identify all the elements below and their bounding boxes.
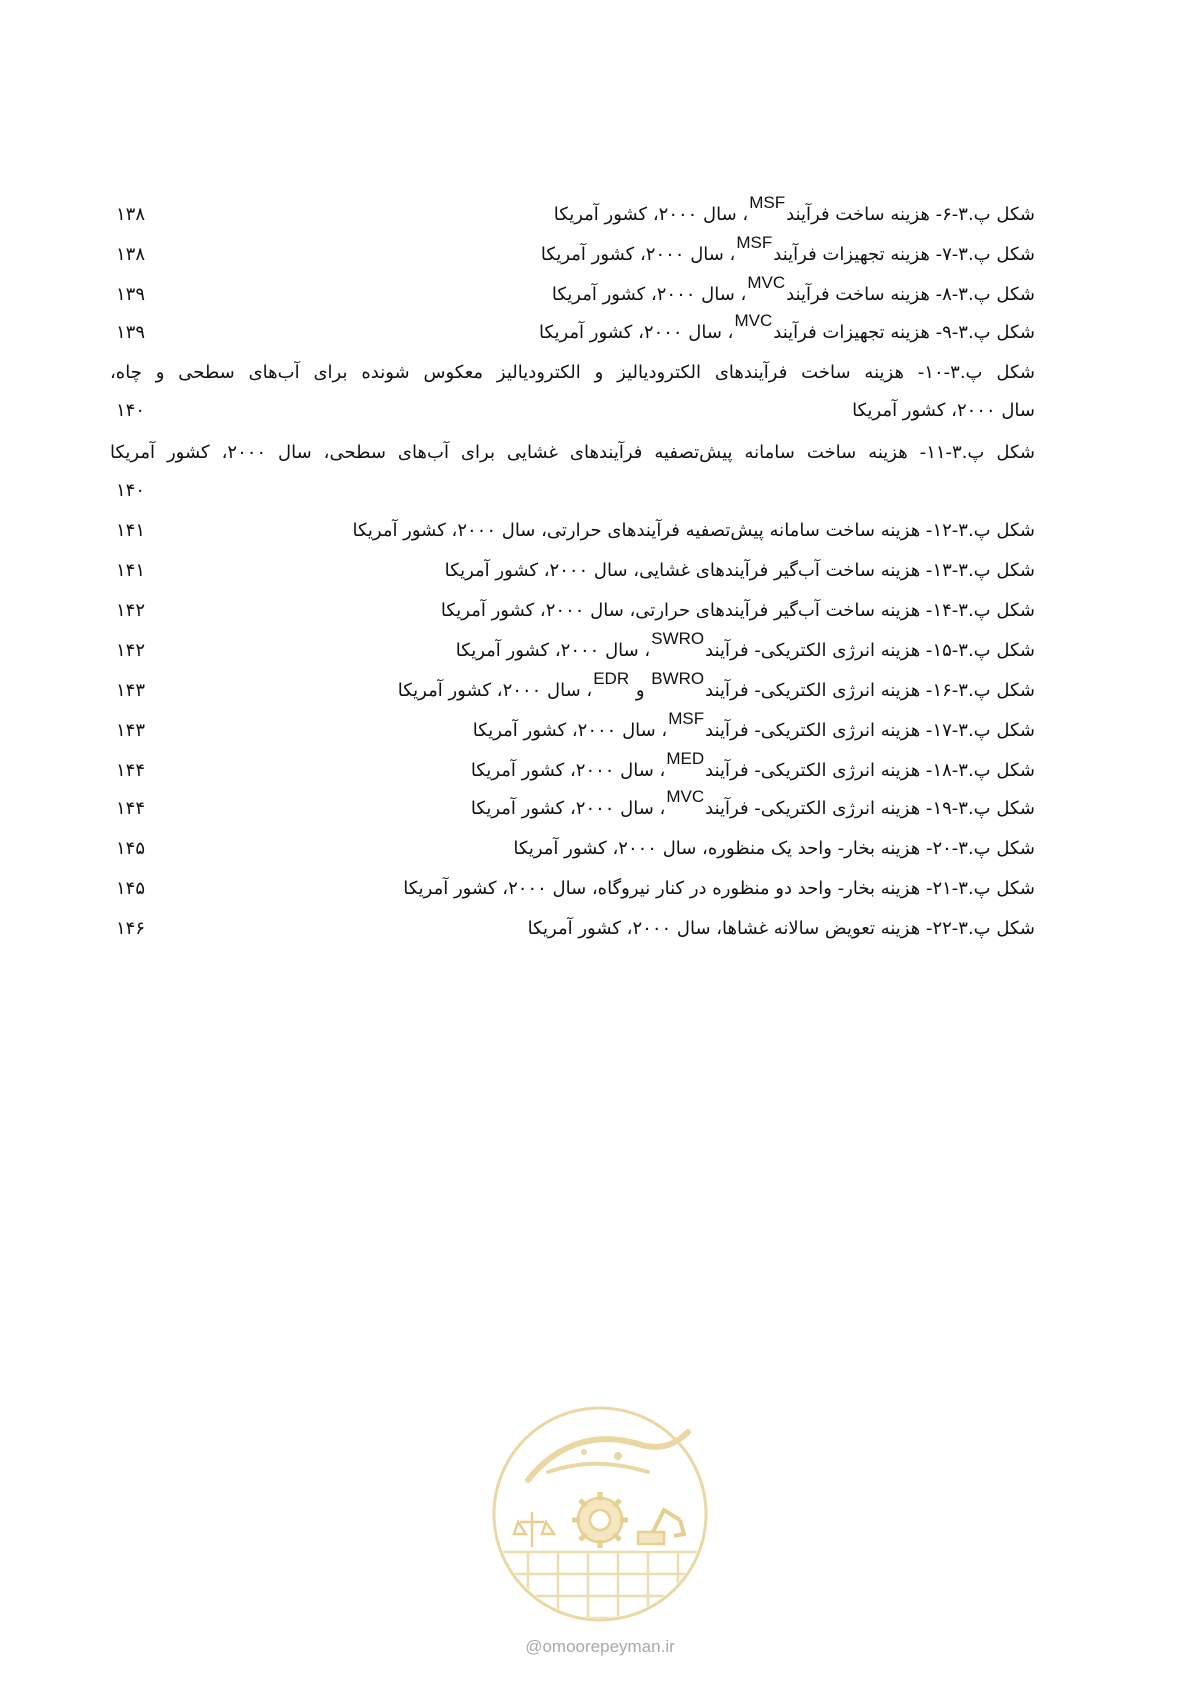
entry-text: شکل پ.۳-۱۰- هزینه ساخت فرآیندهای الکترودیالیز و الکترودیالیز معکوس شونده برای آب‌های سطحی و چاه، [110, 362, 1035, 383]
entry-text: شکل پ.۳-۲۲- هزینه تعویض سالانه غشاها، سال ۲۰۰۰، کشور آمریکا [527, 918, 1035, 939]
toc-entry-continuation[interactable] [110, 476, 1035, 506]
page-number: ۱۴۰ [116, 400, 146, 421]
toc-entry[interactable] [110, 556, 1035, 586]
toc-entry[interactable] [110, 709, 1035, 746]
toc-entry[interactable] [110, 669, 1035, 706]
page-number: ۱۴۴ [116, 798, 146, 819]
toc-entry[interactable] [110, 516, 1035, 546]
entry-text: شکل پ.۳-۱۴- هزینه ساخت آب‌گیر فرآیندهای حرارتی، سال ۲۰۰۰، کشور آمریکا [440, 600, 1035, 621]
toc-entry[interactable] [110, 311, 1035, 348]
toc-entry[interactable] [110, 233, 1035, 270]
entry-superscript: MSF [749, 193, 786, 212]
entry-text: شکل پ.۳-۶- هزینه ساخت فرآیندMSF، سال ۲۰۰۰، کشور آمریکا [553, 193, 1035, 225]
entry-text: شکل پ.۳-۱۲- هزینه ساخت سامانه پیش‌تصفیه فرآیندهای حرارتی، سال ۲۰۰۰، کشور آمریکا [352, 520, 1035, 541]
entry-text: شکل پ.۳-۱۹- هزینه انرژی الکتریکی- فرآیندMVC، سال ۲۰۰۰، کشور آمریکا [470, 787, 1035, 819]
page-number: ۱۴۵ [116, 878, 146, 899]
entry-text: شکل پ.۳-۱۵- هزینه انرژی الکتریکی- فرآیندSWRO، سال ۲۰۰۰، کشور آمریکا [455, 629, 1035, 661]
entry-superscript: MSF [668, 709, 705, 728]
page-number: ۱۴۰ [116, 480, 146, 501]
toc-entry[interactable] [110, 787, 1035, 824]
entry-superscript: MVC [666, 787, 705, 806]
toc-entry[interactable] [110, 273, 1035, 310]
logo-seal-icon [488, 1402, 713, 1627]
entry-superscript: EDR [593, 669, 630, 688]
watermark-website: @omoorepeyman.ir [525, 1637, 675, 1656]
entry-superscript: MSF [736, 233, 773, 252]
toc-entry[interactable] [110, 874, 1035, 904]
page-number: ۱۴۵ [116, 838, 146, 859]
toc-entry[interactable] [110, 834, 1035, 864]
toc-entry[interactable] [110, 596, 1035, 626]
entry-text: شکل پ.۳-۱۷- هزینه انرژی الکتریکی- فرآیندMSF، سال ۲۰۰۰، کشور آمریکا [472, 709, 1035, 741]
toc-entry[interactable] [110, 438, 1035, 468]
page-number: ۱۴۱ [116, 520, 146, 541]
entry-text: شکل پ.۳-۲۱- هزینه بخار- واحد دو منظوره در کنار نیروگاه، سال ۲۰۰۰، کشور آمریکا [403, 878, 1035, 899]
toc-entry[interactable] [110, 749, 1035, 786]
entry-superscript: SWRO [651, 629, 705, 648]
entry-text: سال ۲۰۰۰، کشور آمریکا [852, 400, 1035, 421]
toc-entry[interactable] [110, 193, 1035, 230]
entry-superscript: MVC [747, 273, 786, 292]
page-number: ۱۴۶ [116, 918, 146, 939]
entry-text: شکل پ.۳-۱۳- هزینه ساخت آب‌گیر فرآیندهای غشایی، سال ۲۰۰۰، کشور آمریکا [444, 560, 1035, 581]
entry-superscript: MED [666, 749, 705, 768]
entry-superscript: BWRO [651, 669, 705, 688]
page-number: ۱۳۹ [116, 322, 146, 343]
entry-text: شکل پ.۳-۷- هزینه تجهیزات فرآیندMSF، سال ۲۰۰۰، کشور آمریکا [540, 233, 1035, 265]
toc-entry-continuation[interactable] [110, 396, 1035, 426]
toc-entry[interactable] [110, 629, 1035, 666]
entry-text: شکل پ.۳-۲۰- هزینه بخار- واحد یک منظوره، سال ۲۰۰۰، کشور آمریکا [513, 838, 1035, 859]
page-number: ۱۴۴ [116, 760, 146, 781]
toc-entry[interactable] [110, 914, 1035, 944]
page-number: ۱۴۱ [116, 560, 146, 581]
entry-text: شکل پ.۳-۹- هزینه تجهیزات فرآیندMVC، سال ۲۰۰۰، کشور آمریکا [539, 311, 1035, 343]
page-number: ۱۳۹ [116, 284, 146, 305]
entry-text: شکل پ.۳-۱۱- هزینه ساخت سامانه پیش‌تصفیه فرآیندهای غشایی برای آب‌های سطحی، سال ۲۰۰۰، کشور آمریکا [110, 442, 1036, 463]
page-number: ۱۳۸ [116, 204, 146, 225]
page-number: ۱۴۳ [116, 680, 146, 701]
entry-text: شکل پ.۳-۱۸- هزینه انرژی الکتریکی- فرآیندMED، سال ۲۰۰۰، کشور آمریکا [470, 749, 1035, 781]
entry-text: شکل پ.۳-۱۶- هزینه انرژی الکتریکی- فرآیندBWRO و EDR، سال ۲۰۰۰، کشور آمریکا [397, 669, 1035, 701]
watermark-logo [488, 1402, 713, 1627]
entry-superscript: MVC [734, 311, 773, 330]
toc-entry[interactable] [110, 358, 1035, 388]
page-number: ۱۳۸ [116, 244, 146, 265]
page-number: ۱۴۳ [116, 720, 146, 741]
page-number: ۱۴۲ [116, 600, 146, 621]
entry-text: شکل پ.۳-۸- هزینه ساخت فرآیندMVC، سال ۲۰۰۰، کشور آمریکا [551, 273, 1035, 305]
page-number: ۱۴۲ [116, 640, 146, 661]
